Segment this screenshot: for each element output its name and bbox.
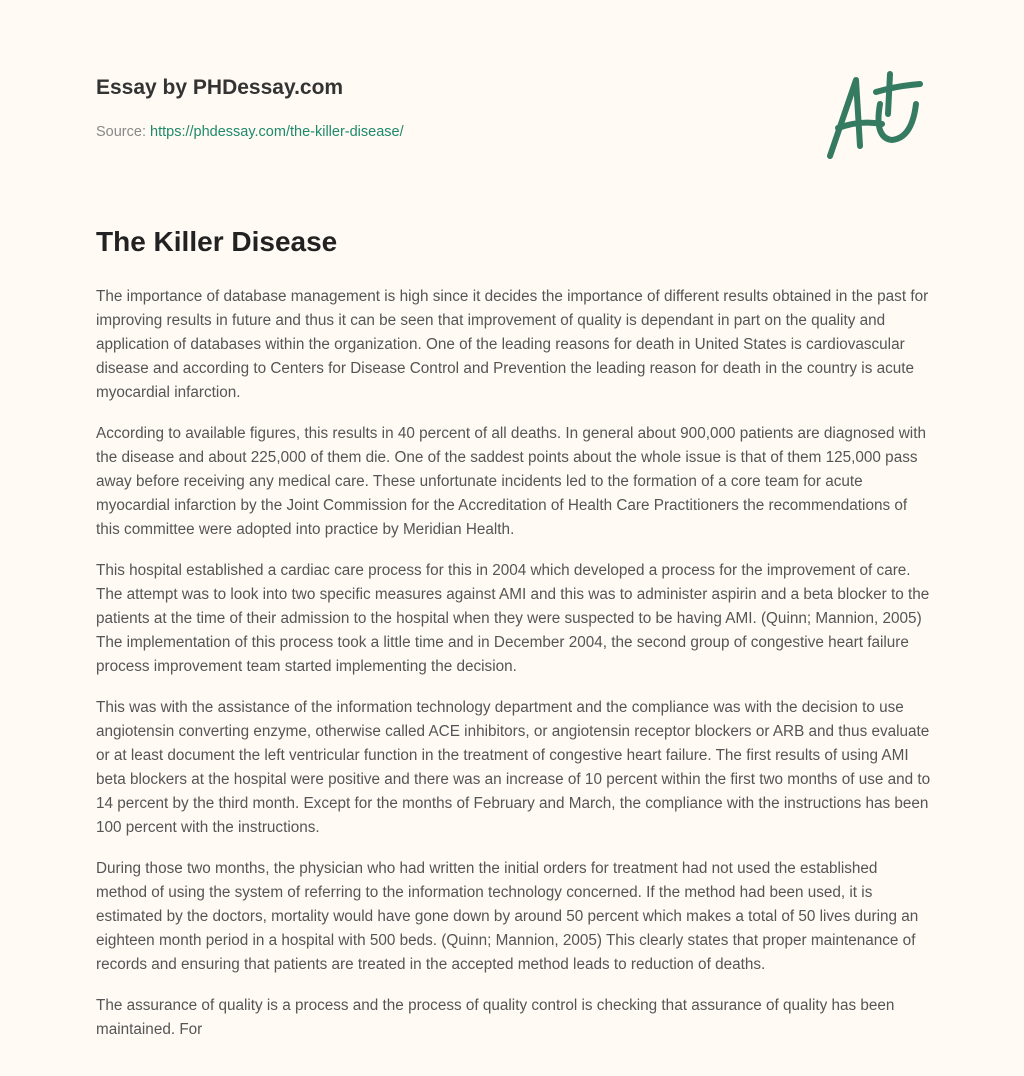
paragraph: The assurance of quality is a process and the process of quality control is checking that assurance of quality has been maintained. For [96, 997, 895, 1038]
paragraph: This hospital established a cardiac care process for this in 2004 which developed a process for the improvement of care. The attempt was to look into two specific measures against AMI and this was to administer aspirin and a beta blocker to the patients at the time of their admission to the hospital when they were suspected to be having AMI. (Quinn; Mannion, 2005) The implementation of this process took a little time and in December 2004, the second group of congestive heart failure process improvement team started implementing the decision. [96, 562, 930, 675]
source-line [96, 124, 404, 140]
paragraph: The importance of database management is high since it decides the importance of different results obtained in the past for improving results in future and thus it can be seen that improvement of quality is dependant in part on the quality and application of databases within the organization. One of the leading reasons for death in United States is cardiovascular disease and according to Centers for Disease Control and Prevention the leading reason for death in the country is acute myocardial infarction. [96, 288, 929, 401]
source-link[interactable]: https://phdessay.com/the-killer-disease/ [150, 124, 404, 140]
paragraph: According to available figures, this results in 40 percent of all deaths. In general about 900,000 patients are diagnosed with the disease and about 225,000 of them die. One of the saddest points about the whole issue is that of them 125,000 pass away before receiving any medical care. These unfortunate incidents led to the formation of a core team for acute myocardial infarction by the Joint Commission for the Accreditation of Health Care Practitioners the recommendations of this committee were adopted into practice by Meridian Health. [96, 425, 926, 538]
article-title: The Killer Disease [96, 226, 338, 257]
paragraph: This was with the assistance of the information technology department and the compliance was with the decision to use angiotensin converting enzyme, otherwise called ACE inhibitors, or angiotensin receptor blockers or ARB and thus evaluate or at least document the left ventricular function in the treatment of congestive heart failure. The first results of using AMI beta blockers at the hospital were positive and there was an increase of 10 percent within the first two months of use and to 14 percent by the third month. Except for the months of February and March, the compliance with the instructions has been 100 percent with the instructions. [96, 699, 931, 836]
a-plus-logo-icon [820, 68, 930, 168]
article-body [96, 285, 932, 1059]
source-label: Source: [96, 124, 146, 140]
site-brand: Essay by PHDessay.com [96, 76, 344, 99]
paragraph: During those two months, the physician who had written the initial orders for treatment had not used the established method of using the system of referring to the information technology concerned. If the method had been used, it is estimated by the doctors, mortality would have gone down by around 50 percent which makes a total of 50 lives during an eighteen month period in a hospital with 500 beds. (Quinn; Mannion, 2005) This clearly states that proper maintenance of records and ensuring that patients are treated in the accepted method leads to reduction of deaths. [96, 860, 919, 973]
